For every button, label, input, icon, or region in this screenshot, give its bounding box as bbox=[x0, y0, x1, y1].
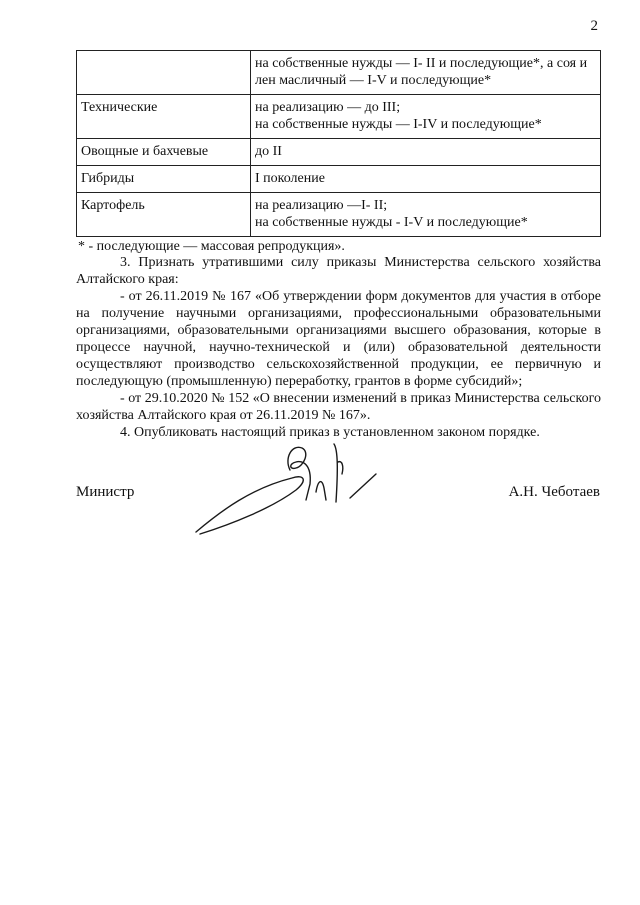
paragraph-4: 4. Опубликовать настоящий приказ в установленном законом порядке. bbox=[120, 425, 540, 440]
paragraph-3-item-1: - от 26.11.2019 № 167 «Об утверждении форм документов для участия в отборе на получение научными организациями, профессиональными образовательными организациями, образовательными организациями высшего образования, которые в процессе научной, научно-технической и (или) образовательной деятельности осуществляют производство сельскохозяйственной продукции, ее первичную и последующую (промышленную) переработку, грантов в форме субсидий»; bbox=[76, 289, 601, 389]
table-footnote: * - последующие — массовая репродукция». bbox=[78, 239, 345, 254]
table-cell-category: Гибриды bbox=[77, 166, 251, 193]
order-body bbox=[76, 254, 601, 441]
table-cell-value bbox=[251, 139, 601, 166]
table-cell-value bbox=[251, 193, 601, 237]
table-cell-value bbox=[251, 95, 601, 139]
handwritten-signature bbox=[192, 440, 392, 540]
signatory-name: А.Н. Чеботаев bbox=[508, 484, 600, 500]
table-cell-category: Картофель bbox=[77, 193, 251, 237]
table-cell-category: Овощные и бахчевые bbox=[77, 139, 251, 166]
paragraph-3-item-2: - от 29.10.2020 № 152 «О внесении изменений в приказ Министерства сельского хозяйства Алтайского края от 26.11.2019 № 167». bbox=[76, 391, 601, 423]
page-number: 2 bbox=[590, 18, 598, 34]
crop-reproduction-table bbox=[76, 50, 601, 237]
table-row bbox=[77, 193, 601, 237]
table-row bbox=[77, 51, 601, 95]
cell-line: на собственные нужды — I-IV и последующие* bbox=[255, 117, 542, 132]
table-row bbox=[77, 139, 601, 166]
cell-line: до II bbox=[255, 144, 282, 159]
paragraph-3: 3. Признать утратившими силу приказы Министерства сельского хозяйства Алтайского края: bbox=[76, 255, 601, 287]
cell-line: I поколение bbox=[255, 171, 325, 186]
table-row bbox=[77, 95, 601, 139]
cell-line: на реализацию — до III; bbox=[255, 100, 401, 115]
table-row bbox=[77, 166, 601, 193]
cell-line: на собственные нужды - I-V и последующие* bbox=[255, 215, 528, 230]
table-cell-category bbox=[77, 51, 251, 95]
table-cell-category: Технические bbox=[77, 95, 251, 139]
cell-line: на реализацию —I- II; bbox=[255, 198, 388, 213]
table-cell-value bbox=[251, 51, 601, 95]
table-cell-value bbox=[251, 166, 601, 193]
cell-line: лен масличный — I-V и последующие* bbox=[255, 73, 492, 88]
signatory-title: Министр bbox=[76, 484, 135, 500]
cell-line: на собственные нужды — I- II и последующие*, а соя и bbox=[255, 56, 588, 71]
